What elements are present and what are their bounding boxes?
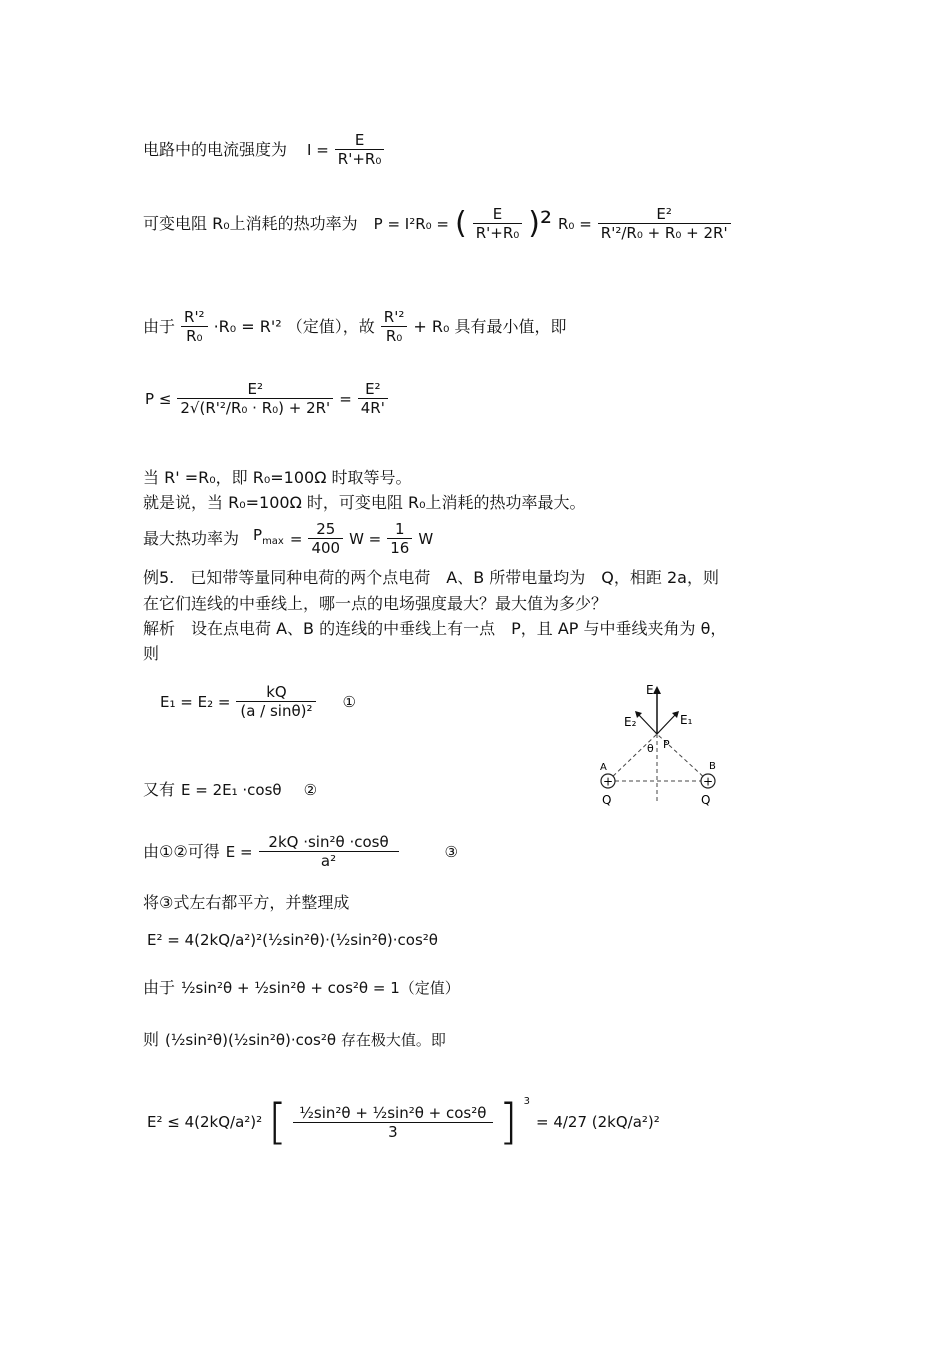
eq-2 [143, 780, 317, 800]
e2-vector [638, 714, 657, 734]
product-label: 则 [143, 1030, 160, 1049]
eq3-label: 由①②可得 [143, 841, 220, 861]
pmax-num-1: 25 [308, 520, 343, 539]
max-power-label: 最大热功率为 [143, 528, 240, 548]
eq-3 [143, 833, 458, 870]
power-den-2: R'²/R₀ + R₀ + 2R' [600, 224, 728, 242]
ratio-num: R'² [181, 308, 208, 327]
max-power-line [143, 520, 433, 557]
power-den-1: R'+R₀ [475, 224, 520, 242]
label-e2: E₂ [624, 715, 637, 729]
eq1-mark: ① [342, 692, 356, 711]
example-5-line-2: 在它们连线的中垂线上，哪一点的电场强度最大？最大值为多少？ [143, 594, 608, 613]
bracket-close: ] [498, 1094, 518, 1150]
final-num: ½sin²θ + ½sin²θ + cos²θ [293, 1104, 493, 1123]
eq3-num: 2kQ ·sin²θ ·cosθ [259, 833, 399, 852]
inequality-lhs: P ≤ [145, 389, 172, 408]
final-den: 3 [388, 1122, 398, 1141]
minimum-text: + R₀ 具有最小值，即 [413, 316, 567, 336]
squared-equation: E² = 4(2kQ/a²)²(½sin²θ)·(½sin²θ)·cos²θ [147, 931, 438, 949]
label-p: P [663, 738, 670, 751]
solution-line-1: 解析 设在点电荷 A、B 的连线的中垂线上有一点 P，且 AP 与中垂线夹角为 θ， [143, 619, 727, 638]
label-qb: Q [701, 793, 711, 807]
power-equation [143, 205, 731, 242]
eq2-body: E = 2E₁ ·cosθ [181, 781, 282, 799]
pmax-symbol: $P_{max}$ [253, 526, 284, 547]
ratio-den: R₀ [186, 327, 203, 345]
pmax-den-2: 16 [390, 539, 410, 557]
power-fraction-1 [473, 205, 523, 242]
eq3-fraction [259, 833, 399, 870]
power-num-2: E² [598, 205, 731, 224]
inequality-num-2: E² [358, 380, 388, 399]
e-arrowhead [653, 686, 661, 694]
current-lhs: I = [307, 140, 329, 159]
eq2-label: 又有 [143, 780, 176, 799]
label-qa: Q [602, 793, 612, 807]
eq1-num: kQ [236, 683, 316, 702]
bracket-open: [ [268, 1094, 287, 1150]
eq-1 [160, 683, 356, 720]
inequality-line [145, 380, 388, 417]
final-fraction [293, 1104, 493, 1141]
label-e1: E₁ [680, 713, 693, 727]
label-e: E [646, 683, 654, 697]
inequality-den: 2√(R'²/R₀ · R₀) + 2R' [180, 399, 331, 417]
charge-a-sign: + [602, 774, 614, 789]
power-label: 可变电阻 R₀上消耗的热功率为 [143, 213, 358, 233]
ratio-den-2: R₀ [385, 327, 403, 345]
constant-product-line [143, 308, 566, 345]
current-num: E [335, 131, 385, 150]
label-theta: θ [647, 742, 654, 755]
eq1-fraction [236, 683, 316, 720]
paren-close: )² [528, 205, 552, 241]
inequality-fraction-2 [358, 380, 388, 417]
final-rhs: = 4/27 (2kQ/a²)² [536, 1113, 660, 1131]
inequality-num: E² [177, 380, 333, 399]
e1-vector [657, 714, 676, 734]
power-num-1: E [473, 205, 523, 224]
example-5-line-1: 例5. 已知带等量同种电荷的两个点电荷 A、B 所带电量均为 Q，相距 2a，则 [143, 568, 719, 587]
pmax-w1: W = [349, 529, 382, 548]
current-equation [143, 131, 384, 168]
constant-text: ·R₀ = R'² （定值），故 [213, 316, 375, 336]
eq3-mark: ③ [444, 842, 458, 861]
ratio-fraction [181, 308, 208, 345]
product-max-line [143, 1030, 446, 1050]
product-equation: (½sin²θ)(½sin²θ)·cos²θ 存在极大值。即 [165, 1031, 446, 1049]
eq1-den: (a / sinθ)² [240, 702, 313, 720]
pmax-frac-2 [387, 520, 412, 557]
sum-label: 由于 [143, 978, 176, 997]
label-b: B [709, 761, 716, 772]
inequality-eq: = [339, 389, 352, 408]
ratio-fraction-2 [381, 308, 408, 345]
pmax-w2: W [418, 529, 434, 548]
current-den: R'+R₀ [337, 150, 382, 168]
equality-condition: 当 R' =R₀，即 R₀=100Ω 时取等号。 [143, 468, 412, 487]
pmax-num-2: 1 [387, 520, 412, 539]
inequality-den-2: 4R' [360, 399, 385, 417]
final-inequality [147, 1094, 660, 1150]
eq1-lhs: E₁ = E₂ = [160, 692, 231, 711]
current-label: 电路中的电流强度为 [143, 139, 288, 159]
power-lhs: P = I²R₀ = [373, 214, 449, 233]
current-fraction [335, 131, 385, 168]
pmax-eq: = [289, 529, 303, 548]
label-a: A [600, 762, 607, 773]
paren-open: ( [454, 205, 467, 241]
eq3-den: a² [320, 852, 337, 870]
power-mid: R₀ = [558, 214, 592, 233]
final-lhs: E² ≤ 4(2kQ/a²)² [147, 1113, 263, 1131]
final-power: 3 [523, 1096, 530, 1107]
eq3-lhs: E = [225, 842, 253, 861]
power-fraction-2 [598, 205, 731, 242]
pmax-den-1: 400 [311, 539, 341, 557]
since-label: 由于 [143, 316, 176, 336]
square-instruction: 将③式左右都平方，并整理成 [143, 893, 350, 912]
pmax-frac-1 [308, 520, 343, 557]
sum-constant-line [143, 978, 460, 998]
sum-equation: ½sin²θ + ½sin²θ + cos²θ = 1（定值） [181, 979, 460, 997]
conclusion-line: 就是说，当 R₀=100Ω 时，可变电阻 R₀上消耗的热功率最大。 [143, 493, 586, 512]
solution-line-2: 则 [143, 644, 160, 663]
charge-field-diagram [590, 678, 730, 813]
inequality-fraction [177, 380, 333, 417]
eq2-mark: ② [303, 781, 318, 799]
ratio-num-2: R'² [381, 308, 408, 327]
charge-b-sign: + [702, 774, 714, 789]
